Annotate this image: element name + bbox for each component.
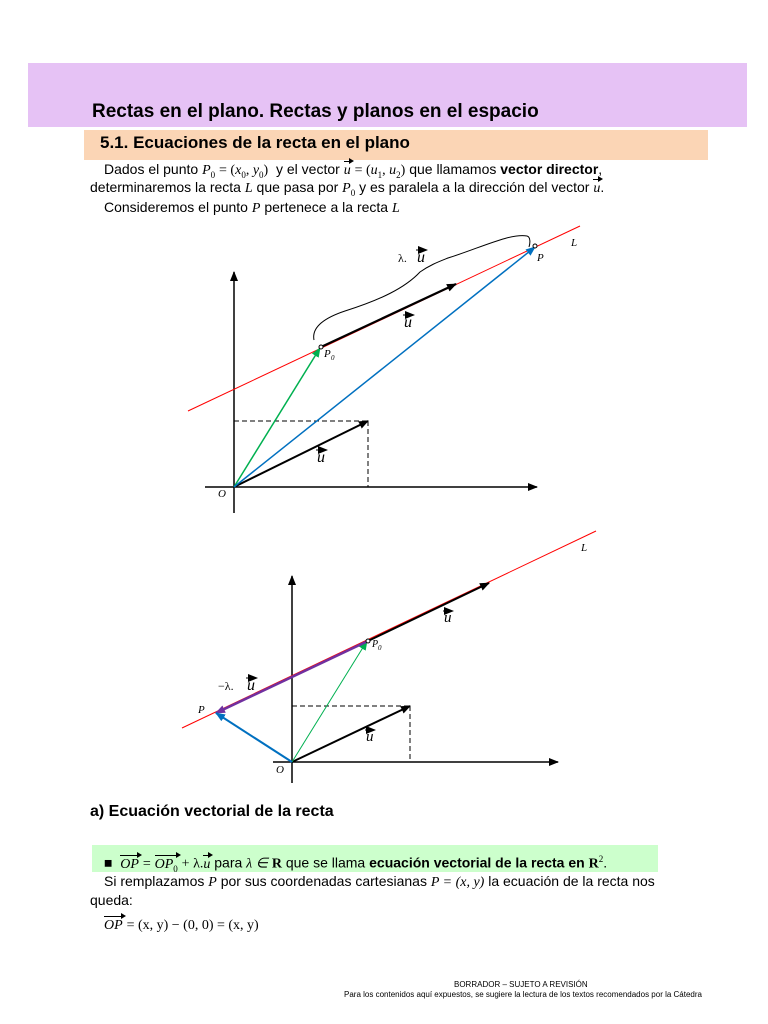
fig1-label-u-bottom: [316, 449, 327, 466]
intro-line-2: determinaremos la recta L que pasa por $P_0$ y es paralela a la dirección del vector u.: [90, 179, 605, 198]
bullet-icon: ■: [104, 854, 113, 871]
fig1-label-O: O: [218, 488, 226, 500]
fig1-point-p: [533, 244, 537, 248]
footer-draft-notice: BORRADOR – SUJETO A REVISIÓN: [454, 980, 588, 989]
svg-text:u: u: [317, 449, 325, 466]
svg-text:0: 0: [378, 644, 382, 652]
fig1-label-p0: [323, 348, 335, 362]
page-title: Rectas en el plano. Rectas y planos en el espacio: [92, 101, 539, 122]
vector-equation: ■ OP = $OP_0 + \lambda.u$ para λ ∈ R que se llama ecuación vectorial de la recta en $R^2$.: [104, 850, 607, 877]
svg-text:u: u: [444, 610, 452, 626]
figure-1: [188, 226, 580, 513]
section-title: 5.1. Ecuaciones de la recta en el plano: [100, 133, 410, 152]
p0-coordinates: = ($x_0$, $y_0$): [219, 163, 269, 180]
svg-text:u: u: [417, 249, 425, 266]
svg-text:−λ.: −λ.: [218, 679, 234, 693]
fig1-label-u-top: [403, 314, 414, 331]
fig1-label-L: L: [571, 237, 578, 249]
svg-text:u: u: [366, 729, 374, 745]
fig2-label-P: P: [198, 704, 205, 716]
after-line-1: Si remplazamos P por sus coordenadas cartesianas P = (x, y) la ecuación de la recta nos: [104, 873, 655, 890]
svg-text:0: 0: [331, 354, 335, 362]
fig2-label-u-line: [443, 610, 453, 626]
fig1-vector-op: [234, 247, 535, 487]
fig2-label-O: O: [276, 764, 284, 776]
fig1-label-P: P: [537, 252, 544, 264]
svg-text:λ.: λ.: [398, 251, 407, 265]
intro-line-3: Consideremos el punto P pertenece a la recta L: [104, 199, 400, 216]
fig2-vector-u-on-line: [368, 583, 489, 641]
fig2-label-neg-lambda-u: [218, 677, 257, 694]
after-line-3: OP = (x, y) − (0, 0) = (x, y): [104, 918, 259, 933]
fig2-vector-op: [216, 713, 292, 762]
figure-2: [182, 531, 596, 783]
footer-reading-note: Para los contenidos aquí expuestos, se sugiere la lectura de los textos recomendados por la Cátedra: [344, 990, 702, 999]
svg-text:u: u: [247, 677, 255, 694]
svg-text:P: P: [372, 639, 379, 650]
fig2-label-p0: [371, 639, 382, 652]
subsection-heading: a) Ecuación vectorial de la recta: [90, 803, 334, 820]
fig2-point-p0: [366, 639, 370, 643]
fig1-point-p0: [319, 345, 323, 349]
fig2-label-u-bottom: [365, 729, 375, 745]
after-line-2: queda:: [90, 892, 133, 908]
svg-text:u: u: [404, 314, 412, 331]
svg-text:P: P: [324, 348, 331, 360]
u-components: = ($u_1$, $u_2$): [354, 163, 406, 180]
fig1-label-lambda-u: [398, 249, 427, 266]
intro-line-1: Dados el punto $P_0 = (x_0$, $y_0$) y el vector $u = (u_1$, $u_2$) que llamamos vector director,: [104, 161, 603, 180]
fig2-label-L: L: [581, 542, 588, 554]
